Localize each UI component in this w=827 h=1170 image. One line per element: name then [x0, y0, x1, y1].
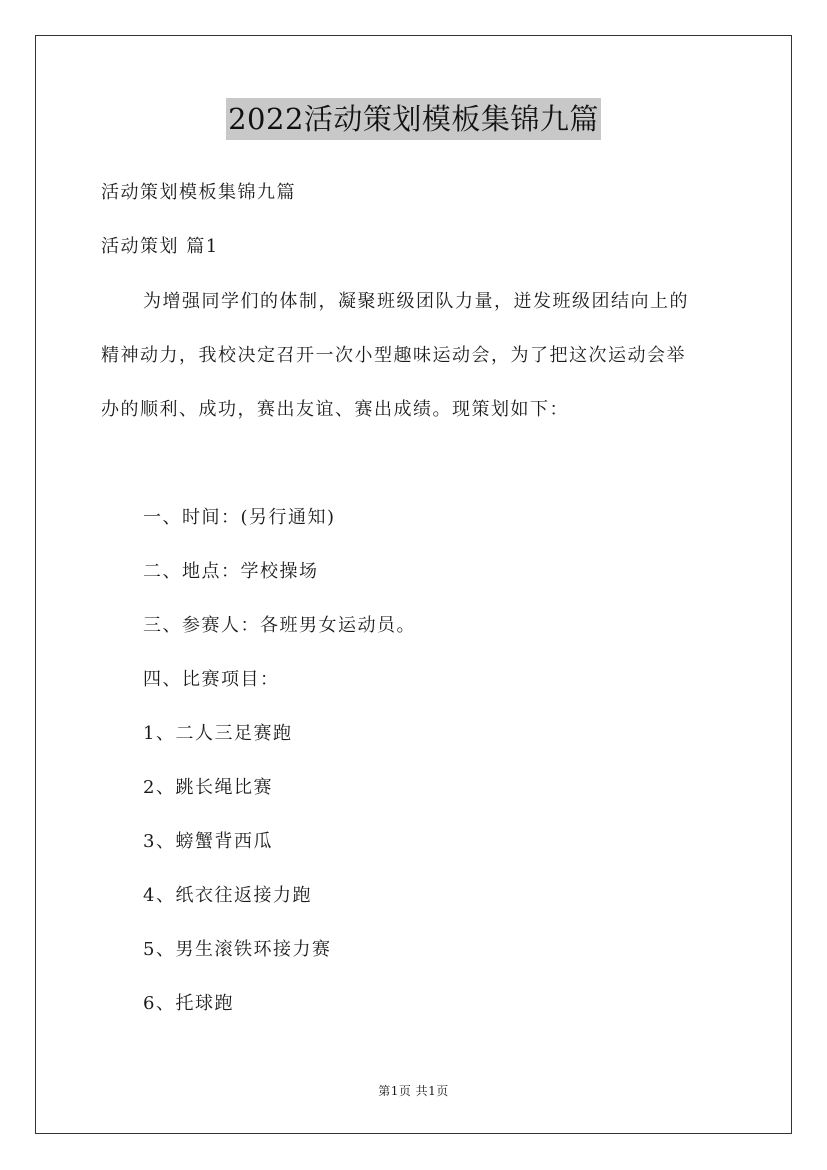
event-item-3: 3、螃蟹背西瓜: [143, 831, 273, 852]
event-item-6: 6、托球跑: [143, 993, 234, 1014]
event-item-5: 5、男生滚铁环接力赛: [143, 939, 332, 960]
section-heading: 活动策划 篇1: [101, 236, 219, 257]
event-item-2: 2、跳长绳比赛: [143, 777, 273, 798]
intro-line-3: 办的顺利、成功，赛出友谊、赛出成绩。现策划如下：: [101, 399, 569, 420]
document-title: 2022活动策划模板集锦九篇: [226, 98, 601, 140]
title-container: [0, 98, 827, 140]
page-footer: 第1页 共1页: [378, 1084, 449, 1098]
item-events-heading: 四、比赛项目：: [143, 669, 280, 690]
intro-line-1: 为增强同学们的体制，凝聚班级团队力量，迸发班级团结向上的: [143, 291, 689, 312]
item-location: 二、地点：学校操场: [143, 561, 319, 582]
intro-line-2: 精神动力，我校决定召开一次小型趣味运动会，为了把这次运动会举: [101, 345, 686, 366]
event-item-4: 4、纸衣往返接力跑: [143, 885, 312, 906]
event-item-1: 1、二人三足赛跑: [143, 723, 293, 744]
item-time: 一、时间：(另行通知): [143, 507, 336, 528]
item-participants: 三、参赛人：各班男女运动员。: [143, 615, 416, 636]
document-subtitle: 活动策划模板集锦九篇: [101, 182, 296, 203]
